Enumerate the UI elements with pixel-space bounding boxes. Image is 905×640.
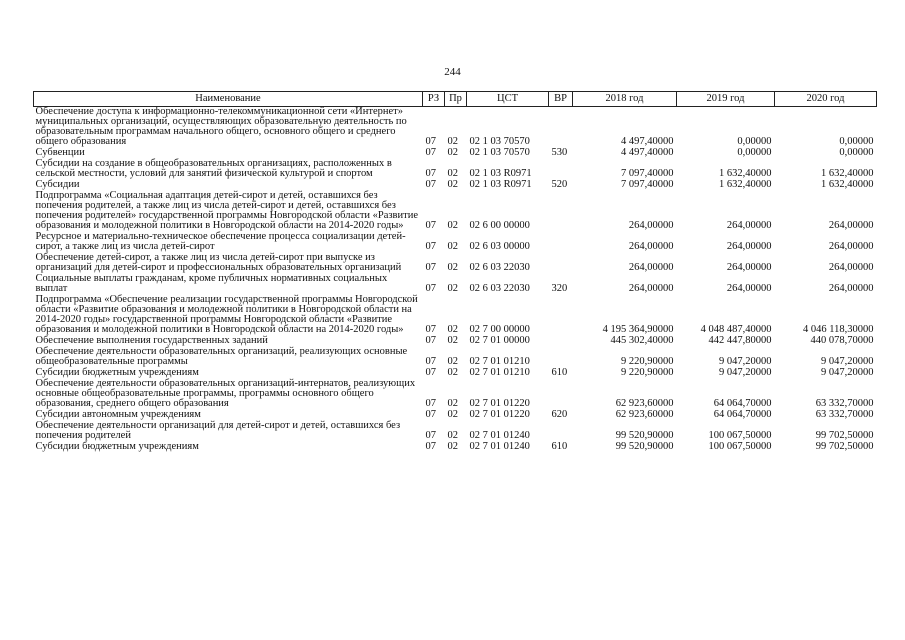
row-rz: 07 xyxy=(425,335,436,346)
row-cst: 02 1 03 70570 xyxy=(469,136,530,147)
row-name: Обеспечение деятельности образовательных организаций-интернатов, реализующих основные общеобразовательные программы, программы основного общего образования, среднего общего образования xyxy=(35,378,416,409)
row-vr xyxy=(549,421,573,442)
row-name: Субсидии бюджетным учреждениям xyxy=(35,441,199,452)
row-vr xyxy=(549,347,573,368)
row-name: Обеспечение выполнения государственных заданий xyxy=(35,335,268,346)
row-2019: 100 067,50000 xyxy=(708,441,772,452)
row-cst: 02 6 03 00000 xyxy=(469,241,530,252)
row-2020: 264,00000 xyxy=(828,262,874,273)
row-rz: 07 xyxy=(425,409,436,420)
row-cst: 02 6 03 22030 xyxy=(469,283,530,294)
row-name: Обеспечение детей-сирот, а также лиц из числа детей-сирот при выпуске из организаций для детей-сирот и профессиональных образовательных организаций xyxy=(35,252,402,273)
row-pr: 02 xyxy=(447,168,458,179)
row-2020: 264,00000 xyxy=(828,220,874,231)
row-2018: 99 520,90000 xyxy=(615,430,674,441)
header-vr: ВР xyxy=(549,92,573,107)
row-rz: 07 xyxy=(425,262,436,273)
header-2020: 2020 год xyxy=(775,92,877,107)
row-2020: 9 047,20000 xyxy=(821,367,874,378)
row-rz: 07 xyxy=(425,367,436,378)
row-name: Субсидии xyxy=(35,179,80,190)
row-cst: 02 7 01 01210 xyxy=(469,356,530,367)
row-2020: 63 332,70000 xyxy=(815,398,874,409)
row-pr: 02 xyxy=(447,409,458,420)
row-pr: 02 xyxy=(447,262,458,273)
row-rz: 07 xyxy=(425,324,436,335)
row-vr xyxy=(549,191,573,232)
row-name: Субвенции xyxy=(35,147,85,158)
row-pr: 02 xyxy=(447,441,458,452)
row-name: Социальные выплаты гражданам, кроме публичных нормативных социальных выплат xyxy=(35,273,388,294)
row-2018: 264,00000 xyxy=(628,262,674,273)
row-cst: 02 7 00 00000 xyxy=(469,324,530,335)
table-row xyxy=(34,191,877,232)
row-2020: 440 078,70000 xyxy=(810,335,874,346)
row-2019: 1 632,40000 xyxy=(719,179,772,190)
row-pr: 02 xyxy=(447,324,458,335)
table-row xyxy=(34,253,877,274)
row-name: Субсидии на создание в общеобразовательных организациях, расположенных в сельской местности, условий для занятий физической культурой и спортом xyxy=(35,158,392,179)
row-rz: 07 xyxy=(425,220,436,231)
row-2018: 4 195 364,90000 xyxy=(602,324,674,335)
row-vr: 610 xyxy=(551,367,568,378)
row-pr: 02 xyxy=(447,430,458,441)
row-cst: 02 7 01 01210 xyxy=(469,367,530,378)
table-row xyxy=(34,421,877,442)
row-2019: 0,00000 xyxy=(737,147,772,158)
table-row xyxy=(34,347,877,368)
row-cst: 02 7 01 01220 xyxy=(469,409,530,420)
table-row xyxy=(34,295,877,336)
row-pr: 02 xyxy=(447,367,458,378)
table-row xyxy=(34,159,877,180)
row-cst: 02 6 00 00000 xyxy=(469,220,530,231)
row-2019: 9 047,20000 xyxy=(719,367,772,378)
row-2020: 264,00000 xyxy=(828,241,874,252)
row-2020: 99 702,50000 xyxy=(815,430,874,441)
row-vr xyxy=(549,253,573,274)
row-2019: 9 047,20000 xyxy=(719,356,772,367)
row-rz: 07 xyxy=(425,430,436,441)
row-2018: 4 497,40000 xyxy=(621,147,674,158)
row-2020: 63 332,70000 xyxy=(815,409,874,420)
row-cst: 02 1 03 R0971 xyxy=(469,168,532,179)
row-pr: 02 xyxy=(447,220,458,231)
row-2019: 4 048 487,40000 xyxy=(700,324,772,335)
row-2019: 100 067,50000 xyxy=(708,430,772,441)
row-rz: 07 xyxy=(425,136,436,147)
row-pr: 02 xyxy=(447,179,458,190)
table-row xyxy=(34,232,877,253)
row-name: Ресурсное и материально-техническое обеспечение процесса социализации детей-сирот, а также лиц из числа детей-сирот xyxy=(35,231,406,252)
row-name: Субсидии автономным учреждениям xyxy=(35,409,201,420)
row-cst: 02 1 03 70570 xyxy=(469,147,530,158)
budget-table xyxy=(33,91,877,453)
header-rz: РЗ xyxy=(423,92,445,107)
row-2018: 7 097,40000 xyxy=(621,179,674,190)
table-row xyxy=(34,442,877,453)
row-name: Обеспечение деятельности образовательных организаций, реализующих основные общеобразовательные программы xyxy=(35,346,408,367)
row-pr: 02 xyxy=(447,136,458,147)
row-vr xyxy=(549,336,573,347)
row-vr xyxy=(549,295,573,336)
row-cst: 02 1 03 R0971 xyxy=(469,179,532,190)
row-name: Субсидии бюджетным учреждениям xyxy=(35,367,199,378)
row-2018: 4 497,40000 xyxy=(621,136,674,147)
row-2020: 9 047,20000 xyxy=(821,356,874,367)
row-2019: 264,00000 xyxy=(726,283,772,294)
row-vr: 530 xyxy=(551,147,568,158)
row-rz: 07 xyxy=(425,356,436,367)
row-rz: 07 xyxy=(425,179,436,190)
table-header-row xyxy=(34,92,877,107)
row-pr: 02 xyxy=(447,283,458,294)
row-2019: 1 632,40000 xyxy=(719,168,772,179)
row-cst: 02 7 01 01240 xyxy=(469,430,530,441)
row-cst: 02 7 01 01240 xyxy=(469,441,530,452)
row-2018: 264,00000 xyxy=(628,283,674,294)
table-row xyxy=(34,274,877,295)
row-rz: 07 xyxy=(425,283,436,294)
row-vr: 320 xyxy=(551,283,568,294)
row-rz: 07 xyxy=(425,241,436,252)
row-name: Обеспечение доступа к информационно-телекоммуникационной сети «Интернет» муниципальных организаций, осуществляющих образовательную деятельность по образовательным программам начального общего, основного общего и среднего общего образования xyxy=(35,106,407,147)
row-2019: 264,00000 xyxy=(726,241,772,252)
header-name: Наименование xyxy=(34,92,423,107)
row-2019: 442 447,80000 xyxy=(708,335,772,346)
row-pr: 02 xyxy=(447,335,458,346)
header-2019: 2019 год xyxy=(677,92,775,107)
row-cst: 02 7 01 00000 xyxy=(469,335,530,346)
row-2020: 4 046 118,30000 xyxy=(803,324,874,335)
header-cst: ЦСТ xyxy=(467,92,549,107)
row-name: Обеспечение деятельности организаций для детей-сирот и детей, оставшихся без попечения родителей xyxy=(35,420,401,441)
row-cst: 02 6 03 22030 xyxy=(469,262,530,273)
header-pr: Пр xyxy=(445,92,467,107)
row-vr xyxy=(549,379,573,410)
row-2019: 0,00000 xyxy=(737,136,772,147)
row-vr: 610 xyxy=(551,441,568,452)
table-row xyxy=(34,107,877,149)
row-2019: 264,00000 xyxy=(726,262,772,273)
row-2018: 62 923,60000 xyxy=(615,409,674,420)
row-2018: 7 097,40000 xyxy=(621,168,674,179)
table-body xyxy=(34,107,877,454)
row-vr xyxy=(549,159,573,180)
row-rz: 07 xyxy=(425,398,436,409)
row-vr xyxy=(549,232,573,253)
row-pr: 02 xyxy=(447,356,458,367)
row-vr: 520 xyxy=(551,179,568,190)
row-2020: 99 702,50000 xyxy=(815,441,874,452)
row-2018: 445 302,40000 xyxy=(610,335,674,346)
row-2020: 1 632,40000 xyxy=(821,168,874,179)
row-vr xyxy=(549,107,573,149)
row-2020: 264,00000 xyxy=(828,283,874,294)
row-cst: 02 7 01 01220 xyxy=(469,398,530,409)
row-2020: 1 632,40000 xyxy=(821,179,874,190)
row-2020: 0,00000 xyxy=(839,147,874,158)
row-rz: 07 xyxy=(425,147,436,158)
row-2020: 0,00000 xyxy=(839,136,874,147)
row-2019: 64 064,70000 xyxy=(713,398,772,409)
row-rz: 07 xyxy=(425,168,436,179)
row-pr: 02 xyxy=(447,241,458,252)
row-vr: 620 xyxy=(551,409,568,420)
row-pr: 02 xyxy=(447,398,458,409)
row-2019: 64 064,70000 xyxy=(713,409,772,420)
row-2018: 264,00000 xyxy=(628,220,674,231)
header-2018: 2018 год xyxy=(573,92,677,107)
row-2018: 62 923,60000 xyxy=(615,398,674,409)
row-pr: 02 xyxy=(447,147,458,158)
row-name: Подпрограмма «Обеспечение реализации государственной программы Новгородской области «Развитие образования и молодежной политики в Новгородской области на 2014-2020 годы» государственной программы Новгородской области «Развитие образования и молодежной политики в Новгородской области на 2014-2020 годы» xyxy=(35,294,418,335)
row-2018: 99 520,90000 xyxy=(615,441,674,452)
row-name: Подпрограмма «Социальная адаптация детей-сирот и детей, оставшихся без попечения родителей, а также лиц из числа детей-сирот и детей, оставшихся без попечения родителей» государственной программы Новгородской области «Развитие образования и молодежной политики в Новгородской области на 2014-2020 годы» xyxy=(35,190,419,231)
row-2018: 9 220,90000 xyxy=(621,356,674,367)
row-2018: 264,00000 xyxy=(628,241,674,252)
row-2019: 264,00000 xyxy=(726,220,772,231)
row-rz: 07 xyxy=(425,441,436,452)
table-row xyxy=(34,379,877,410)
row-2018: 9 220,90000 xyxy=(621,367,674,378)
page-number: 244 xyxy=(444,66,461,78)
